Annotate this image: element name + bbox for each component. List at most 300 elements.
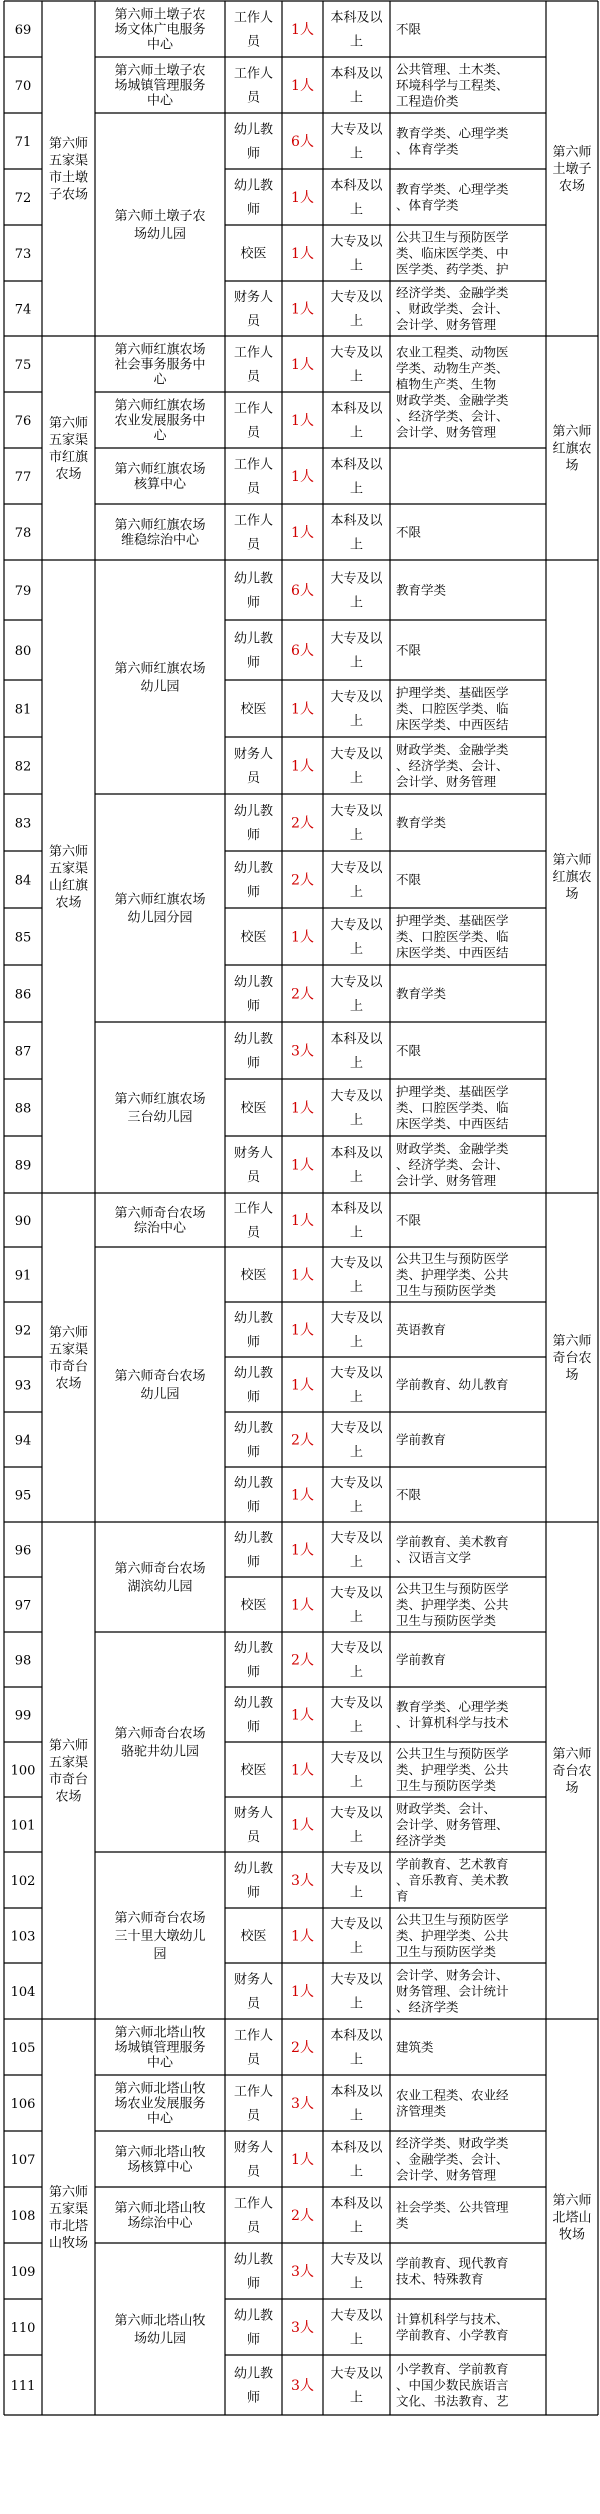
post-name bbox=[234, 2085, 273, 2124]
table-row bbox=[15, 1489, 32, 1504]
post-name-line: 幼儿教 bbox=[233, 1641, 274, 1657]
major-req bbox=[396, 285, 509, 332]
region-right-line: 第六师 bbox=[552, 1747, 592, 1763]
region-left-line: 市土墩 bbox=[48, 170, 89, 186]
post-name-line: 校医 bbox=[240, 1929, 267, 1945]
unit-name-merged-line: 第六师奇台农场 bbox=[114, 1911, 206, 1927]
major-req-line: 学前教育、小学教育 bbox=[396, 2327, 509, 2343]
hire-count-line: 1人 bbox=[291, 78, 314, 95]
unit-name bbox=[114, 7, 205, 53]
major-req-line: 、金融学类、会计、 bbox=[396, 2151, 509, 2167]
region-left-line: 市奇台 bbox=[48, 1359, 89, 1375]
unit-name bbox=[114, 2144, 205, 2175]
hire-count bbox=[291, 1433, 314, 1449]
education-req-line: 上 bbox=[349, 1996, 364, 2012]
unit-name-merged-line: 第六师奇台农场 bbox=[114, 1726, 206, 1742]
region-left-line: 市红旗 bbox=[48, 450, 89, 466]
major-req-line: 教育学类、心理学类 bbox=[396, 125, 509, 141]
post-name-line: 师 bbox=[246, 2390, 261, 2406]
education-req-line: 大专及以 bbox=[330, 861, 383, 877]
post-name-line: 员 bbox=[246, 2052, 261, 2068]
hire-count bbox=[291, 1488, 314, 1504]
post-name-line: 师 bbox=[246, 1720, 261, 1736]
major-req-line: 公共卫生与预防医学 bbox=[396, 229, 509, 245]
major-req-line: 床医学类、中西医结 bbox=[396, 1116, 509, 1131]
table-row bbox=[15, 135, 32, 150]
unit-name-merged-line: 幼儿园 bbox=[140, 1387, 180, 1403]
major-req bbox=[396, 1746, 509, 1793]
hire-count-line: 6人 bbox=[291, 134, 314, 151]
education-req-line: 大专及以 bbox=[330, 1861, 383, 1877]
table-row bbox=[15, 247, 32, 262]
major-req-line: 工程造价类 bbox=[396, 93, 459, 109]
education-req bbox=[330, 2196, 383, 2236]
education-req bbox=[330, 1310, 383, 1350]
education-req-line: 上 bbox=[349, 2052, 364, 2068]
post-name bbox=[234, 1365, 273, 1405]
unit-name-line: 场农业发展服务 bbox=[114, 2096, 206, 2112]
major-req-line: 卫生与预防医学类 bbox=[396, 1778, 497, 1793]
major-req-merged-line: 植物生产类、生物 bbox=[396, 376, 497, 392]
education-req bbox=[330, 1031, 383, 1071]
major-req bbox=[396, 913, 509, 960]
education-req bbox=[330, 1201, 383, 1241]
education-req-line: 上 bbox=[349, 1170, 364, 1186]
major-req-line: 不限 bbox=[396, 872, 422, 887]
region-left-line: 山牧场 bbox=[48, 2236, 89, 2252]
major-req-line: 、经济学类 bbox=[396, 1999, 459, 2015]
unit-name-line: 中心 bbox=[146, 37, 174, 53]
hire-count-line: 1人 bbox=[291, 357, 314, 374]
post-name-line: 师 bbox=[246, 655, 261, 671]
post-name-line: 师 bbox=[246, 828, 261, 844]
row-number: 99 bbox=[14, 1708, 32, 1724]
hire-count bbox=[291, 134, 314, 150]
education-req-line: 大专及以 bbox=[330, 1421, 383, 1437]
hire-count bbox=[291, 816, 314, 832]
education-req bbox=[330, 2140, 383, 2180]
education-req-line: 大专及以 bbox=[330, 2252, 383, 2268]
post-name bbox=[234, 1972, 273, 2012]
education-req-line: 上 bbox=[349, 2276, 364, 2292]
region-left-line: 农场 bbox=[55, 467, 82, 483]
post-name bbox=[234, 2197, 273, 2236]
unit-name bbox=[114, 398, 205, 444]
education-req-line: 上 bbox=[349, 1610, 364, 1626]
region-right bbox=[552, 1333, 591, 1383]
major-req bbox=[396, 1084, 509, 1131]
hire-count bbox=[291, 413, 314, 429]
hire-count bbox=[291, 1929, 314, 1945]
major-req-line: 、经济学类、会计、 bbox=[396, 1157, 509, 1172]
hire-count-line: 3人 bbox=[291, 2096, 314, 2113]
major-req-line: 学前教育、艺术教育 bbox=[396, 1856, 509, 1872]
table-row bbox=[15, 1544, 32, 1559]
unit-name-line: 第六师奇台农场 bbox=[114, 1206, 206, 1222]
education-req-line: 大专及以 bbox=[330, 1311, 383, 1327]
hire-count-line: 1人 bbox=[291, 1928, 314, 1945]
hire-count-line: 1人 bbox=[291, 190, 314, 207]
unit-name-merged bbox=[114, 208, 205, 242]
major-req bbox=[396, 872, 422, 887]
region-left-line: 五家渠 bbox=[48, 1755, 89, 1771]
major-req bbox=[396, 742, 509, 789]
major-req bbox=[396, 1213, 422, 1228]
post-name-line: 幼儿教 bbox=[233, 975, 274, 991]
major-req bbox=[396, 815, 447, 830]
post-name bbox=[240, 929, 266, 945]
major-req bbox=[396, 1801, 509, 1848]
education-req-line: 本科及以 bbox=[330, 2140, 383, 2156]
unit-name bbox=[114, 2081, 205, 2127]
hire-count bbox=[291, 2040, 314, 2056]
education-req bbox=[330, 746, 383, 786]
education-req bbox=[330, 1255, 383, 1295]
post-name-line: 幼儿教 bbox=[233, 2308, 274, 2324]
education-req bbox=[330, 1585, 383, 1625]
hire-count-line: 1人 bbox=[291, 246, 314, 263]
major-req-line: 环境科学与工程类、 bbox=[396, 77, 509, 93]
major-req-merged-line: 农业工程类、动物医 bbox=[396, 344, 509, 360]
major-req-line: 教育学类 bbox=[396, 986, 447, 1001]
education-req bbox=[330, 1530, 383, 1570]
row-number: 86 bbox=[14, 987, 32, 1003]
post-name-line: 幼儿教 bbox=[233, 2252, 274, 2268]
hire-count-line: 1人 bbox=[291, 413, 314, 430]
unit-name-merged-line: 第六师红旗农场 bbox=[114, 661, 206, 677]
education-req bbox=[330, 513, 383, 553]
major-req-line: 育 bbox=[396, 1888, 409, 1904]
unit-name bbox=[114, 63, 205, 109]
post-name bbox=[240, 1267, 266, 1283]
major-req-line: 学前教育 bbox=[396, 1432, 447, 1447]
table-row bbox=[15, 191, 32, 206]
post-name-line: 师 bbox=[246, 999, 261, 1015]
post-name bbox=[234, 1530, 273, 1570]
education-req-line: 上 bbox=[349, 714, 364, 730]
major-req-line: 学前教育、幼儿教育 bbox=[396, 1377, 509, 1392]
education-req bbox=[330, 2308, 383, 2348]
row-number: 105 bbox=[10, 2041, 36, 2056]
major-req-line: 、体育学类 bbox=[396, 141, 459, 157]
major-req bbox=[396, 525, 422, 540]
post-name bbox=[234, 860, 273, 900]
region-right-line: 土墩子 bbox=[552, 162, 592, 178]
post-name bbox=[234, 2366, 273, 2406]
education-req-line: 大专及以 bbox=[330, 2366, 383, 2382]
education-req-line: 上 bbox=[349, 2108, 364, 2124]
post-name-line: 工作人 bbox=[233, 2196, 274, 2212]
education-req-line: 上 bbox=[349, 2332, 364, 2348]
region-left bbox=[49, 1738, 88, 1805]
education-req-line: 上 bbox=[349, 942, 364, 958]
unit-name-merged-line: 第六师奇台农场 bbox=[114, 1561, 206, 1577]
education-req bbox=[330, 689, 383, 729]
hire-count-line: 1人 bbox=[291, 1377, 314, 1394]
hire-count bbox=[291, 1044, 314, 1060]
education-req-line: 上 bbox=[349, 2220, 364, 2236]
unit-name-line: 中心 bbox=[146, 2055, 174, 2071]
unit-name-merged bbox=[114, 1368, 205, 1402]
major-req bbox=[396, 2312, 509, 2343]
region-left-line: 第六师 bbox=[48, 1738, 89, 1754]
post-name bbox=[234, 746, 273, 786]
post-name-line: 财务人 bbox=[233, 1806, 274, 1822]
region-right-line: 北塔山 bbox=[552, 2210, 592, 2226]
education-req-line: 上 bbox=[349, 1941, 364, 1957]
major-req-line: 卫生与预防医学类 bbox=[396, 1283, 497, 1298]
major-req bbox=[396, 1857, 509, 1904]
row-number: 73 bbox=[14, 247, 32, 262]
education-req bbox=[330, 1365, 383, 1405]
major-req-line: 学前教育 bbox=[396, 1652, 447, 1667]
education-req bbox=[330, 457, 383, 497]
education-req-line: 上 bbox=[349, 828, 364, 844]
row-number: 100 bbox=[10, 1763, 36, 1779]
post-name-line: 员 bbox=[246, 2164, 261, 2180]
row-number: 76 bbox=[14, 414, 32, 429]
post-name-line: 师 bbox=[246, 885, 261, 901]
major-req-line: 财政学类、金融学类 bbox=[396, 742, 509, 757]
table-row bbox=[11, 2321, 36, 2336]
region-right-line: 牧场 bbox=[558, 2227, 586, 2243]
post-name-line: 幼儿教 bbox=[233, 1311, 274, 1327]
hire-count bbox=[291, 759, 314, 775]
education-req bbox=[330, 1640, 383, 1680]
education-req-line: 上 bbox=[349, 425, 364, 441]
table-row bbox=[15, 931, 32, 946]
unit-name-line: 第六师红旗农场 bbox=[114, 342, 206, 358]
education-req-line: 本科及以 bbox=[330, 2028, 383, 2044]
unit-name-merged bbox=[114, 1910, 205, 1962]
row-number: 106 bbox=[10, 2097, 36, 2112]
education-req-line: 大专及以 bbox=[330, 1476, 383, 1492]
region-left-line: 五家渠 bbox=[48, 433, 89, 449]
post-name bbox=[234, 2140, 273, 2180]
row-number: 72 bbox=[14, 191, 32, 206]
hire-count-line: 1人 bbox=[291, 1762, 314, 1779]
hire-count bbox=[291, 1213, 314, 1229]
unit-name-line: 第六师土墩子农 bbox=[114, 63, 206, 79]
major-req-line: 会计学、财务管理 bbox=[396, 1173, 497, 1188]
post-name-line: 员 bbox=[246, 771, 261, 787]
row-number: 95 bbox=[14, 1488, 32, 1504]
hire-count-line: 1人 bbox=[291, 1322, 314, 1339]
hire-count-line: 2人 bbox=[291, 872, 314, 889]
major-req-line: 财务管理、会计统计 bbox=[396, 1983, 509, 1999]
region-left-line: 市北塔 bbox=[48, 2219, 89, 2235]
post-name-line: 师 bbox=[246, 1555, 261, 1571]
post-name bbox=[234, 1861, 273, 1901]
table-row bbox=[11, 2153, 36, 2168]
table-row bbox=[15, 1045, 32, 1060]
row-number: 94 bbox=[14, 1433, 32, 1449]
post-name bbox=[234, 458, 273, 497]
major-req bbox=[396, 2040, 434, 2055]
region-right-line: 场 bbox=[565, 1781, 579, 1797]
major-req-line: 技术、特殊教育 bbox=[396, 2271, 484, 2287]
education-req-line: 上 bbox=[349, 595, 364, 611]
major-req bbox=[396, 1652, 446, 1667]
major-req bbox=[396, 2136, 509, 2183]
major-req-merged-line: 学类、动物生产类、 bbox=[396, 360, 509, 376]
post-name-line: 师 bbox=[246, 1335, 261, 1351]
education-req-line: 大专及以 bbox=[330, 1917, 383, 1933]
education-req-line: 本科及以 bbox=[330, 513, 383, 529]
hire-count bbox=[291, 1158, 314, 1174]
education-req-line: 大专及以 bbox=[330, 1751, 383, 1767]
education-req-line: 上 bbox=[349, 1445, 364, 1461]
post-name-line: 师 bbox=[246, 2332, 261, 2348]
region-left-line: 五家渠 bbox=[48, 1342, 89, 1358]
major-req-line: 不限 bbox=[396, 1212, 422, 1228]
education-req bbox=[330, 2028, 383, 2068]
major-req bbox=[396, 1534, 509, 1565]
region-right-line: 第六师 bbox=[552, 424, 592, 440]
post-name bbox=[234, 1805, 273, 1845]
education-req-line: 大专及以 bbox=[330, 1696, 383, 1712]
unit-name-merged-line: 第六师土墩子农 bbox=[114, 209, 206, 225]
post-name bbox=[234, 2308, 273, 2348]
major-req-merged-line: 、经济学类、会计、 bbox=[396, 408, 509, 424]
education-req-line: 大专及以 bbox=[330, 1586, 383, 1602]
education-req-line: 大专及以 bbox=[330, 122, 383, 138]
post-name-line: 师 bbox=[246, 202, 261, 218]
row-number: 90 bbox=[14, 1214, 32, 1229]
post-name-line: 幼儿教 bbox=[233, 1476, 274, 1492]
education-req-line: 大专及以 bbox=[330, 1366, 383, 1382]
education-req-line: 大专及以 bbox=[330, 2308, 383, 2324]
post-name bbox=[240, 1762, 266, 1778]
unit-name-merged bbox=[114, 661, 205, 695]
unit-name-merged-line: 第六师红旗农场 bbox=[114, 1092, 206, 1108]
table-row bbox=[15, 1709, 32, 1724]
table-row bbox=[15, 1214, 32, 1229]
unit-name bbox=[114, 342, 205, 388]
hire-count-line: 1人 bbox=[291, 1707, 314, 1724]
education-req-line: 大专及以 bbox=[330, 631, 383, 647]
education-req-line: 大专及以 bbox=[330, 234, 383, 250]
hire-count bbox=[291, 1873, 314, 1889]
table-row bbox=[15, 988, 32, 1003]
major-req-line: 公共管理、土木类、 bbox=[396, 61, 509, 77]
major-req bbox=[396, 685, 509, 732]
row-number: 81 bbox=[14, 702, 32, 718]
education-req-line: 上 bbox=[349, 1335, 364, 1351]
hire-count-line: 3人 bbox=[291, 1043, 314, 1060]
education-req-line: 本科及以 bbox=[330, 1146, 383, 1162]
post-name bbox=[234, 1202, 273, 1241]
hire-count bbox=[291, 1763, 314, 1779]
hire-count bbox=[291, 1378, 314, 1394]
major-req-line: 会计学、财务管理 bbox=[396, 317, 497, 332]
table-row bbox=[15, 1159, 32, 1174]
major-req-merged bbox=[396, 345, 509, 440]
row-number: 102 bbox=[10, 1874, 36, 1889]
post-name-line: 幼儿教 bbox=[233, 178, 274, 194]
education-req-line: 上 bbox=[349, 90, 364, 106]
education-req-line: 大专及以 bbox=[330, 1972, 383, 1988]
major-req-line: 社会学类、公共管理 bbox=[396, 2199, 509, 2215]
post-name bbox=[234, 1031, 273, 1071]
unit-name bbox=[114, 2200, 205, 2231]
education-req bbox=[330, 1695, 383, 1735]
education-req bbox=[330, 122, 383, 162]
hire-count bbox=[291, 1268, 314, 1284]
hire-count bbox=[291, 2208, 314, 2224]
hire-count-line: 1人 bbox=[291, 1597, 314, 1614]
hire-count-line: 6人 bbox=[291, 643, 314, 660]
education-req-line: 上 bbox=[349, 314, 364, 330]
major-req-line: 不限 bbox=[396, 21, 422, 37]
major-req-line: 不限 bbox=[396, 524, 422, 540]
major-req-line: 济管理类 bbox=[396, 2103, 447, 2119]
hire-count-line: 2人 bbox=[291, 1652, 314, 1669]
hire-count bbox=[291, 583, 314, 599]
region-left-line: 第六师 bbox=[48, 136, 89, 152]
hire-count-line: 1人 bbox=[291, 1817, 314, 1834]
post-name-line: 幼儿教 bbox=[233, 122, 274, 138]
education-req-line: 大专及以 bbox=[330, 1256, 383, 1272]
hire-count-line: 1人 bbox=[291, 2152, 314, 2169]
region-left-line: 子农场 bbox=[48, 187, 89, 203]
table-row bbox=[15, 817, 32, 832]
hire-count-line: 1人 bbox=[291, 1487, 314, 1504]
post-name bbox=[234, 1475, 273, 1515]
table-row bbox=[15, 1324, 32, 1339]
post-name-line: 员 bbox=[246, 1996, 261, 2012]
post-name bbox=[234, 67, 273, 106]
row-number: 92 bbox=[14, 1323, 32, 1339]
unit-name-merged-line: 园 bbox=[153, 1947, 167, 1963]
major-req bbox=[396, 1699, 509, 1730]
table-row bbox=[15, 584, 32, 599]
hire-count-line: 2人 bbox=[291, 2040, 314, 2057]
education-req bbox=[330, 1145, 383, 1185]
hire-count bbox=[291, 357, 314, 373]
major-req bbox=[396, 1141, 509, 1188]
major-req-line: 会计学、财务管理、 bbox=[396, 1817, 509, 1832]
major-req bbox=[396, 583, 447, 598]
hire-count bbox=[291, 1101, 314, 1117]
education-req-line: 大专及以 bbox=[330, 918, 383, 934]
major-req-line: 教育学类、心理学类 bbox=[396, 1699, 509, 1714]
education-req-line: 大专及以 bbox=[330, 1531, 383, 1547]
education-req-line: 大专及以 bbox=[330, 1806, 383, 1822]
education-req-line: 上 bbox=[349, 999, 364, 1015]
unit-name-line: 第六师北塔山牧 bbox=[114, 2145, 206, 2161]
table-row bbox=[11, 1985, 36, 2000]
region-right bbox=[552, 1746, 591, 1796]
post-name-line: 校医 bbox=[240, 1598, 267, 1614]
table-row bbox=[15, 703, 32, 718]
region-right-line: 农场 bbox=[558, 179, 586, 195]
education-req bbox=[330, 974, 383, 1014]
education-req bbox=[330, 571, 383, 611]
education-req-line: 上 bbox=[349, 655, 364, 671]
table-row bbox=[11, 1819, 36, 1834]
region-right bbox=[552, 2193, 591, 2243]
region-left bbox=[49, 136, 88, 203]
post-name bbox=[234, 974, 273, 1014]
major-req-line: 经济学类 bbox=[396, 1833, 447, 1848]
post-name-line: 工作人 bbox=[233, 66, 274, 82]
unit-name-line: 中心 bbox=[146, 93, 174, 109]
major-req-line: 卫生与预防医学类 bbox=[396, 1944, 497, 1959]
post-name-line: 师 bbox=[246, 595, 261, 611]
post-name-line: 校医 bbox=[240, 1268, 267, 1284]
major-req-line: 不限 bbox=[396, 1487, 422, 1502]
